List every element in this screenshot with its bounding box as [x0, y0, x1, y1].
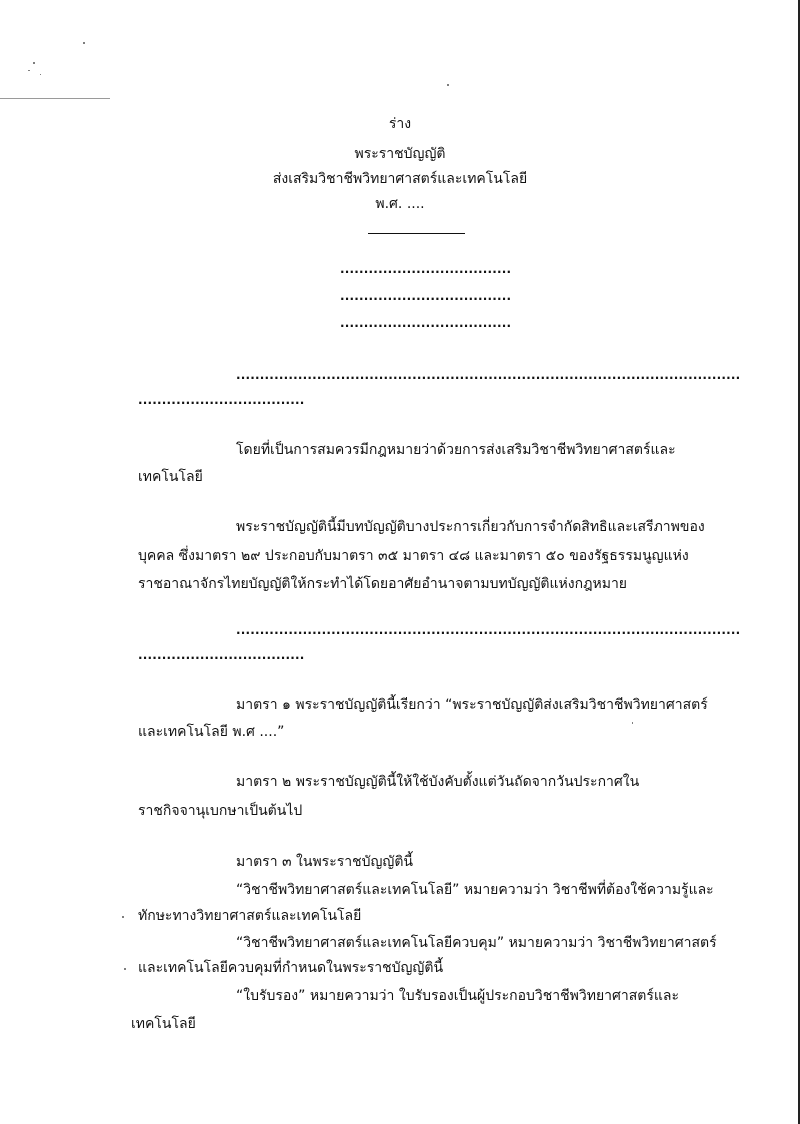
title-underline: [368, 233, 465, 234]
dotted-line: ....................................: [340, 289, 512, 303]
definition-3-line-2: เทคโนโลยี: [131, 1016, 196, 1032]
act-name: ส่งเสริมวิชาชีพวิทยาศาสตร์และเทคโนโลยี: [272, 171, 528, 187]
scan-artifact-line: [0, 98, 110, 99]
definition-3-line-1: “ใบรับรอง” หมายความว่า ใบรับรองเป็นผู้ประกอบวิชาชีพวิทยาศาสตร์และ: [236, 988, 680, 1004]
definition-2-line-2: และเทคโนโลยีควบคุมที่กำหนดในพระราชบัญญัตินี้: [138, 960, 444, 976]
scan-speck: [33, 62, 35, 64]
scan-speck: [447, 84, 449, 86]
section-2-line-2: ราชกิจจานุเบกษาเป็นต้นไป: [138, 803, 303, 819]
definition-2-line-1: “วิชาชีพวิทยาศาสตร์และเทคโนโลยีควบคุม” หมายความว่า วิชาชีพวิทยาศาสตร์: [236, 935, 717, 951]
scan-speck: [83, 42, 85, 44]
dotted-line: ....................................: [340, 316, 512, 330]
scan-speck: [632, 722, 633, 724]
section-1-line-1: มาตรา ๑ พระราชบัญญัตินี้เรียกว่า “พระราชบัญญัติส่งเสริมวิชาชีพวิทยาศาสตร์: [236, 697, 708, 713]
scan-speck: [28, 70, 30, 71]
dotted-line: ...................................: [138, 648, 305, 662]
rights-line-1: พระราชบัญญัตินี้มีบทบัญญัติบางประการเกี่ยวกับการจำกัดสิทธิและเสรีภาพของ: [236, 519, 705, 535]
section-1-line-2: และเทคโนโลยี พ.ศ ....”: [138, 724, 285, 740]
definition-1-line-1: “วิชาชีพวิทยาศาสตร์และเทคโนโลยี” หมายความว่า วิชาชีพที่ต้องใช้ความรู้และ: [236, 882, 714, 898]
dotted-line: ..........................................................................................................: [236, 623, 741, 637]
whereas-line-2: เทคโนโลยี: [138, 469, 203, 485]
rights-line-2: บุคคล ซึ่งมาตรา ๒๙ ประกอบกับมาตรา ๓๕ มาตรา ๔๘ และมาตรา ๕๐ ของรัฐธรรมนูญแห่ง: [138, 548, 689, 564]
section-3-heading: มาตรา ๓ ในพระราชบัญญัตินี้: [236, 854, 413, 870]
act-label: พระราชบัญญัติ: [354, 146, 446, 162]
dotted-line: ...................................: [138, 393, 305, 407]
definition-1-line-2: ทักษะทางวิทยาศาสตร์และเทคโนโลยี: [138, 908, 362, 924]
scan-speck: [124, 968, 126, 970]
whereas-line-1: โดยที่เป็นการสมควรมีกฎหมายว่าด้วยการส่งเสริมวิชาชีพวิทยาศาสตร์และ: [236, 442, 676, 458]
dotted-line: ....................................: [340, 262, 512, 276]
draft-label: ร่าง: [388, 116, 412, 132]
year-label: พ.ศ. ....: [375, 196, 425, 212]
scan-speck: [122, 916, 124, 918]
dotted-line: ..........................................................................................................: [236, 368, 741, 382]
scan-speck: [40, 74, 41, 75]
rights-line-3: ราชอาณาจักรไทยบัญญัติให้กระทำได้โดยอาศัยอำนาจตามบทบัญญัติแห่งกฎหมาย: [138, 576, 628, 592]
section-2-line-1: มาตรา ๒ พระราชบัญญัตินี้ให้ใช้บังคับตั้งแต่วันถัดจากวันประกาศใน: [236, 774, 640, 790]
